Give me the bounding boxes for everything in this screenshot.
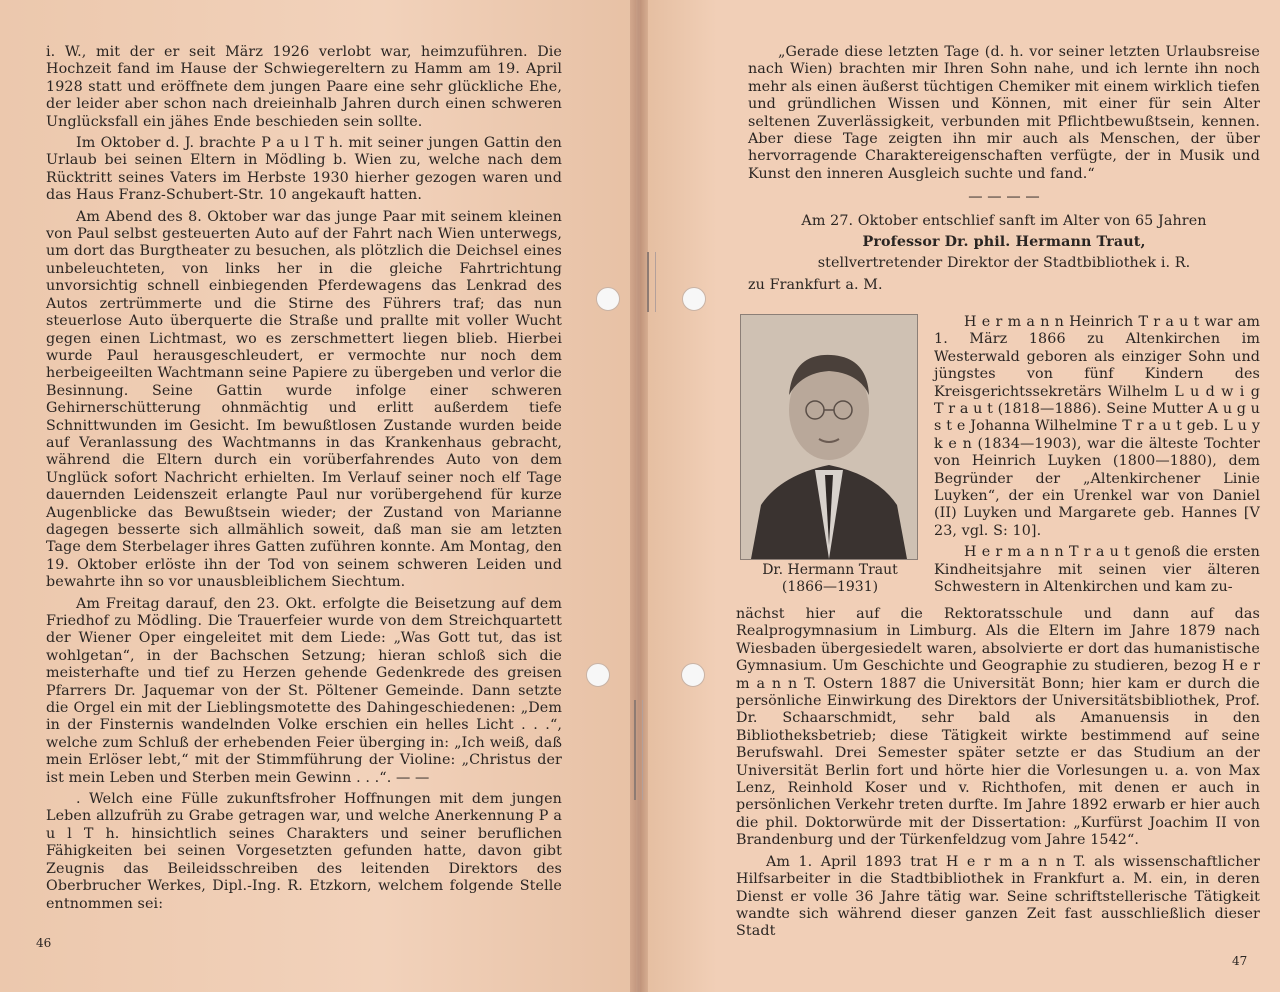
binding-stitch (634, 700, 643, 800)
punch-hole (681, 663, 705, 687)
biography-beside-photo (934, 314, 1260, 601)
bio-paragraph: H e r m a n n T r a u t genoß die ersten Kindheitsjahre mit seinen vier älteren Schwestern in Altenkirchen und kam zu- (934, 544, 1260, 596)
paragraph: i. W., mit der er seit März 1926 verlobt war, heimzuführen. Die Hochzeit fand im Hause der Schwiegereltern zu Hamm am 19. April 1928 statt und eröffnete dem jungen Paare eine sehr glückliche Ehe, der leider aber schon nach dreieinhalb Jahren durch einen schweren Unglücksfall ein jähes Ende beschieden sein sollte. (46, 44, 562, 130)
punch-hole (682, 287, 706, 311)
right-page-top-text (748, 44, 1260, 298)
portrait-photo (740, 314, 918, 560)
left-page (0, 0, 636, 992)
bio-paragraph: nächst hier auf die Rektoratsschule und dann auf das Realprogymnasium in Limburg. Als die Eltern im Jahre 1879 nach Wiesbaden übergesiedelt waren, absolvierte er dort das humanistische Gymnasium. Um Geschichte und Geographie zu studieren, bezog H e r m a n n T. Ostern 1887 die Universität Bonn; hier kam er durch die persönliche Einwirkung des Direktors der Universitätsbibliothek, Prof. Dr. Schaarschmidt, sehr bald als Amanuensis in den Bibliotheksbetrieb; diese Tätigkeit wirkte bestimmend auf seine Berufswahl. Drei Semester später setzte er das Studium an der Universität Berlin fort und hörte hier die Vorlesungen u. a. von Max Lenz, Reinhold Koser und v. Richthofen, mit denen er auch in persönlichen Verkehr treten durfte. Im Jahre 1892 erwarb er hier auch die phil. Doktorwürde mit der Dissertation: „Kurfürst Joachim II von Brandenburg und der Türkenfeldzug vom Jahre 1542“. (736, 606, 1260, 849)
page-number-right: 47 (1232, 954, 1248, 968)
bio-paragraph: H e r m a n n Heinrich T r a u t war am 1. März 1866 zu Altenkirchen im Westerwald geboren als einziger Sohn und jüngstes von fünf Kindern des Kreisgerichtssekretärs Wilhelm L u d w i g T r a u t (1818—1886). Seine Mutter A u g u s t e Johanna Wilhelmine T r a u t geb. L u y k e n (1834—1903), war die älteste Tochter von Heinrich Luyken (1800—1880), dem Begründer der „Altenkirchener Linie Luyken“, der ein Urenkel war von Daniel (II) Luyken und Margarete geb. Hannes [V 23, vgl. S: 10]. (934, 314, 1260, 539)
paragraph: . Welch eine Fülle zukunftsfroher Hoffnungen mit dem jungen Leben allzufrüh zu Grabe getragen war, und welche Anerkennung P a u l T h. hinsichtlich seines Charakters und seiner beruflichen Fähigkeiten bei seinen Vorgesetzten gefunden hatte, davon gibt Zeugnis das Beileidsschreiben des leitenden Direktors des Oberbrucher Werkes, Dipl.-Ing. R. Etzkorn, welchem folgende Stelle entnommen sei: (46, 791, 562, 912)
quote-paragraph: „Gerade diese letzten Tage (d. h. vor seiner letzten Urlaubsreise nach Wien) brachten mir Ihren Sohn nahe, und ich lernte ihn noch mehr als einen äußerst tüchtigen Chemiker mit einem wirklich tiefen und gründlichen Wissen und Können, mit einer für sein Alter seltenen Zuverlässigkeit, verbunden mit Pflichtbewußtsein, kennen. Aber diese Tage zeigten ihn mir auch als Menschen, der über hervorragende Charaktereigenschaften verfügte, der in Musik und Kunst den inneren Ausgleich suchte und fand.“ (748, 44, 1260, 182)
paragraph: Am Abend des 8. Oktober war das junge Paar mit seinem kleinen von Paul selbst gesteuerten Auto auf der Fahrt nach Wien unterwegs, um dort das Burgtheater zu besuchen, als plötzlich die Deichsel eines unbeleuchteten, von links her in die gleiche Fahrtrichtung unvorsichtig schnell einbiegenden Pferdewagens das Lenkrad des Autos zertrümmerte und die Stirne des Führers traf; das nun steuerlose Auto überquerte die Straße und prallte mit voller Wucht gegen einen Lichtmast, wo es zerschmettert liegen blieb. Hierbei wurde Paul herausgeschleudert, er vermochte nur noch dem herbeigeeilten Wachtmann seine Papiere zu übergeben und verlor die Besinnung. Seine Gattin wurde infolge einer schweren Gehirnerschütterung ohnmächtig und erlitt außerdem tiefe Schnittwunden im Gesicht. Im bewußtlosen Zustande wurden beide auf Veranlassung des Wachtmanns in das Krankenhaus gebracht, während die Eltern durch ein vorüberfahrendes Auto von dem Unglück sofort Nachricht erhielten. Im Verlauf seiner noch elf Tage dauernden Leidenszeit erlangte Paul nur vorübergehend für kurze Augenblicke das Bewußtsein wieder; der Zustand von Marianne dagegen besserte sich allmählich soweit, daß man sie am letzten Tage dem Sterbelager ihres Gatten zuführen konnte. Am Montag, den 19. Oktober erlöste ihn der Tod von seinem schweren Leiden und bewahrte ihn so vor unausbleiblichem Siechtum. (46, 208, 562, 591)
caption-years: (1866—1931) (781, 579, 879, 595)
paragraph: Am Freitag darauf, den 23. Okt. erfolgte die Beisetzung auf dem Friedhof zu Mödling. Die Trauerfeier wurde von dem Streichquartett der Wiener Oper eingeleitet mit dem Liede: „Was Gott tut, das ist wohlgetan“, in der Bachschen Setzung; hieran schloß sich die meisterhafte und tief zu Herzen gehende Gedenkrede des greisen Pfarrers Dr. Jaquemar von der St. Pöltener Gemeinde. Dann setzte die Orgel ein mit der Lieblingsmotette des Dahingeschiedenen: „Dem in der Finsternis wandelnden Volke erschien ein helles Licht . . .“, welche zum Schluß der erhebenden Feier überging in: „Ich weiß, daß mein Erlöser lebt,“ mit der Stimmführung der Violine: „Christus der ist mein Leben und Sterben mein Gewinn . . .“. — — (46, 595, 562, 786)
binding-stitch (647, 252, 656, 312)
binding-gutter (630, 0, 648, 992)
photo-caption (728, 562, 932, 596)
bio-paragraph: Am 1. April 1893 trat H e r m a n n T. als wissenschaftlicher Hilfsarbeiter in die Stadtbibliothek in Frankfurt a. M. ein, in deren Dienst er volle 36 Jahre tätig war. Seine schriftstellerische Tätigkeit wandte sich während dieser ganzen Zeit fast ausschließlich dieser Stadt (736, 853, 1260, 940)
separator: — — — — (968, 189, 1040, 206)
obituary-place: zu Frankfurt a. M. (748, 276, 883, 293)
punch-hole (586, 663, 610, 687)
paragraph: Im Oktober d. J. brachte P a u l T h. mit seiner jungen Gattin den Urlaub bei seinen Eltern in Mödling b. Wien zu, welche nach dem Rücktritt seines Vaters im Herbste 1930 hierher gezogen waren und das Haus Franz-Schubert-Str. 10 angekauft hatten. (46, 135, 562, 204)
punch-hole (596, 287, 620, 311)
left-page-text (46, 44, 562, 917)
caption-name: Dr. Hermann Traut (762, 562, 898, 578)
page-number-left: 46 (36, 936, 52, 950)
biography-full-width (736, 606, 1260, 945)
obituary-name: Professor Dr. phil. Hermann Traut, (862, 234, 1146, 251)
obituary-role: stellvertretender Direktor der Stadtbibliothek i. R. (817, 255, 1191, 272)
obituary-line: Am 27. Oktober entschlief sanft im Alter von 65 Jahren (801, 212, 1207, 229)
portrait-illustration (741, 315, 917, 559)
